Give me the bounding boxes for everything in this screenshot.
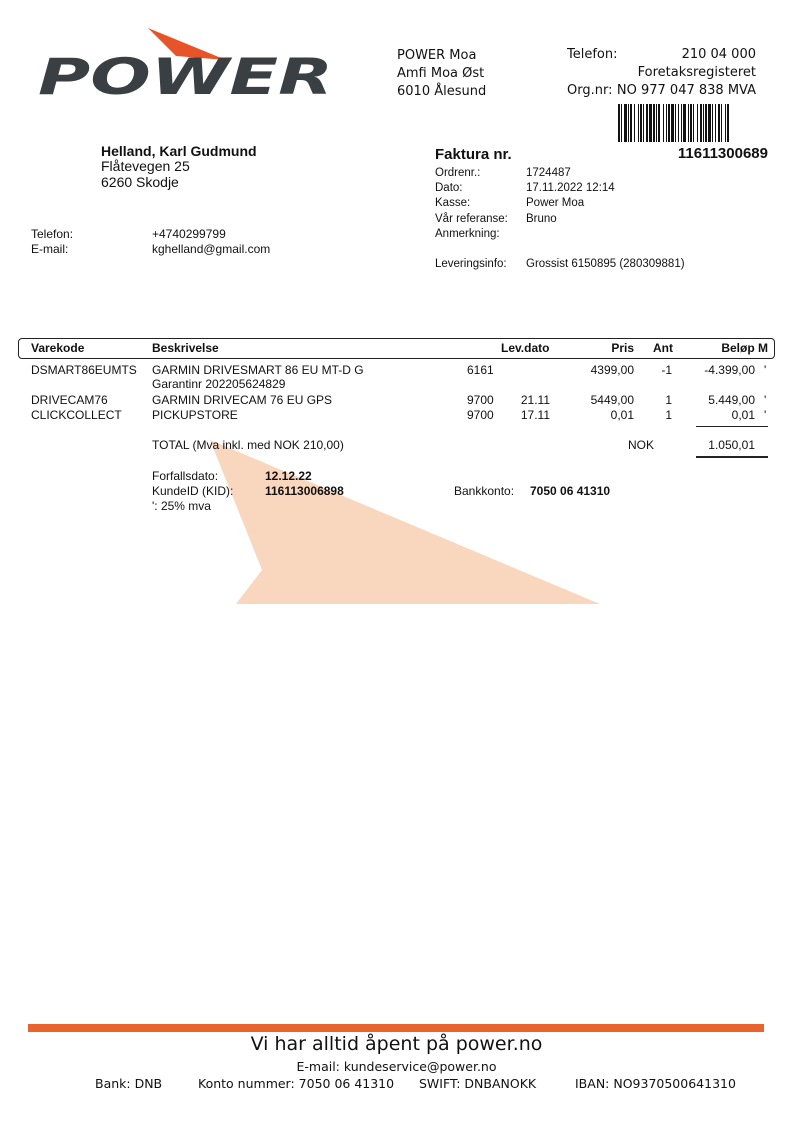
subtotal-rule <box>696 426 768 427</box>
barcode-bar <box>649 104 652 142</box>
customer-name: Helland, Karl Gudmund <box>101 143 257 159</box>
footer-swift: SWIFT: DNBANOKK <box>419 1076 537 1091</box>
barcode-bar <box>671 104 674 142</box>
barcode-bar <box>721 104 722 142</box>
barcode-bar <box>630 104 632 142</box>
bank-account-value: 7050 06 41310 <box>530 484 611 498</box>
header-qty: Ant <box>653 341 673 355</box>
total-double-rule <box>696 456 768 458</box>
footer-bank: Bank: DNB <box>95 1076 163 1091</box>
date-label: Dato: <box>435 182 463 195</box>
barcode-bar <box>693 104 694 142</box>
footer-bar <box>28 1024 764 1032</box>
footer-slogan: Vi har alltid åpent på power.no <box>250 1033 543 1055</box>
barcode <box>618 104 768 142</box>
barcode-bar <box>683 104 686 142</box>
footer-iban: IBAN: NO9370500641310 <box>575 1076 736 1091</box>
store-address <box>397 47 486 101</box>
row-1-vat-mark: ' <box>764 363 767 377</box>
barcode-bar <box>727 104 729 142</box>
barcode-bar <box>703 104 704 142</box>
header-description: Beskrivelse <box>152 341 219 355</box>
register-label: Kasse: <box>435 197 471 210</box>
power-logo <box>36 28 341 100</box>
store-orgnr: NO 977 047 838 MVA <box>616 83 756 98</box>
barcode-bar <box>718 104 720 142</box>
row-2-vat-mark: ' <box>764 393 767 407</box>
row-1-amount: -4.399,00 <box>704 363 755 377</box>
due-date-label: Forfallsdato: <box>152 469 219 483</box>
remark-label: Anmerkning: <box>435 227 500 240</box>
barcode-bar <box>656 104 657 142</box>
barcode-bar <box>653 104 655 142</box>
customer-email-label: E-mail: <box>31 242 69 256</box>
kid-label: KundeID (KID): <box>152 484 234 498</box>
store-orgnr-label: Org.nr: <box>567 83 613 98</box>
barcode-bar <box>643 104 644 142</box>
vat-note: ': 25% mva <box>152 499 211 513</box>
row-1-store: 6161 <box>467 363 494 377</box>
row-1-warranty: Garantinr 202205624829 <box>152 377 286 391</box>
total-label: TOTAL (Mva inkl. med NOK 210,00) <box>152 438 344 452</box>
row-1-code: DSMART86EUMTS <box>31 363 137 377</box>
row-3-amount: 0,01 <box>731 408 755 422</box>
row-3-date: 17.11 <box>520 408 550 422</box>
header-levdato: Lev.dato <box>501 341 550 355</box>
order-number-label: Ordrenr.: <box>435 167 481 179</box>
barcode-bar <box>697 104 698 142</box>
barcode-bar <box>658 104 660 142</box>
barcode-bar <box>690 104 692 142</box>
customer-email: kghelland@gmail.com <box>152 242 271 256</box>
footer-email: E-mail: kundeservice@power.no <box>296 1059 497 1074</box>
barcode-bar <box>624 104 627 142</box>
date-value: 17.11.2022 12:14 <box>526 182 615 195</box>
barcode-bar <box>705 104 707 142</box>
barcode-bar <box>675 104 676 142</box>
barcode-bar <box>640 104 642 142</box>
barcode-bar <box>666 104 667 142</box>
store-phone-label: Telefon: <box>567 47 618 62</box>
footer-account-number: Konto nummer: 7050 06 41310 <box>198 1076 395 1091</box>
barcode-bar <box>700 104 702 142</box>
barcode-bar <box>708 104 711 142</box>
row-2-amount: 5.449,00 <box>708 393 755 407</box>
reference-label: Vår referanse: <box>435 212 508 225</box>
invoice-title: Faktura nr. <box>435 146 512 163</box>
order-number-value: 1724487 <box>526 167 571 179</box>
barcode-bar <box>663 104 664 142</box>
row-2-description: GARMIN DRIVECAM 76 EU GPS <box>152 393 333 407</box>
logo-text: POWER <box>38 48 333 100</box>
row-3-price: 0,01 <box>610 408 634 422</box>
row-3-store: 9700 <box>467 408 494 422</box>
customer-street: Flåtevegen 25 <box>101 158 190 174</box>
total-currency: NOK <box>628 438 655 452</box>
row-3-code: CLICKCOLLECT <box>31 408 122 422</box>
barcode-bar <box>668 104 670 142</box>
barcode-bar <box>712 104 713 142</box>
barcode-bar <box>678 104 679 142</box>
header-amount: Beløp M <box>721 341 768 355</box>
barcode-bar <box>634 104 635 142</box>
row-3-vat-mark: ' <box>764 408 767 422</box>
total-amount: 1.050,01 <box>708 438 755 452</box>
row-2-code: DRIVECAM76 <box>31 393 108 407</box>
customer-phone-label: Telefon: <box>31 227 74 241</box>
store-line: Amfi Moa Øst <box>397 66 485 81</box>
delivery-label: Leveringsinfo: <box>435 258 507 270</box>
store-phone: 210 04 000 <box>681 47 756 62</box>
customer-phone: +4740299799 <box>152 227 226 241</box>
barcode-bar <box>715 104 716 142</box>
barcode-bar <box>725 104 726 142</box>
store-line: POWER Moa <box>397 48 477 63</box>
bank-account-label: Bankkonto: <box>454 484 515 498</box>
barcode-bar <box>646 104 648 142</box>
row-1-description: GARMIN DRIVESMART 86 EU MT-D G <box>152 363 364 377</box>
store-line: 6010 Ålesund <box>397 84 487 99</box>
row-2-price: 5449,00 <box>590 393 634 407</box>
reference-value: Bruno <box>526 212 557 225</box>
customer-city: 6260 Skodje <box>101 174 179 190</box>
header-code: Varekode <box>31 341 85 355</box>
barcode-bar <box>688 104 689 142</box>
invoice-field-labels <box>435 166 508 242</box>
invoice-number: 11611300689 <box>677 145 768 162</box>
barcode-bar <box>638 104 639 142</box>
barcode-bar <box>628 104 629 142</box>
store-register: Foretaksregisteret <box>637 65 756 80</box>
barcode-bar <box>681 104 682 142</box>
row-2-date: 21.11 <box>520 393 550 407</box>
row-3-qty: 1 <box>665 408 672 422</box>
row-1-price: 4399,00 <box>590 363 634 377</box>
header-price: Pris <box>611 341 634 355</box>
row-2-store: 9700 <box>467 393 494 407</box>
barcode-bar <box>621 104 622 142</box>
barcode-bar <box>618 104 620 142</box>
kid-value: 116113006898 <box>265 484 344 498</box>
row-2-qty: 1 <box>665 393 672 407</box>
row-3-description: PICKUPSTORE <box>152 408 238 422</box>
due-date-value: 12.12.22 <box>265 469 312 483</box>
invoice-field-values <box>526 166 615 227</box>
row-1-qty: -1 <box>661 363 672 377</box>
register-value: Power Moa <box>526 197 585 210</box>
delivery-value: Grossist 6150895 (280309881) <box>526 258 685 270</box>
